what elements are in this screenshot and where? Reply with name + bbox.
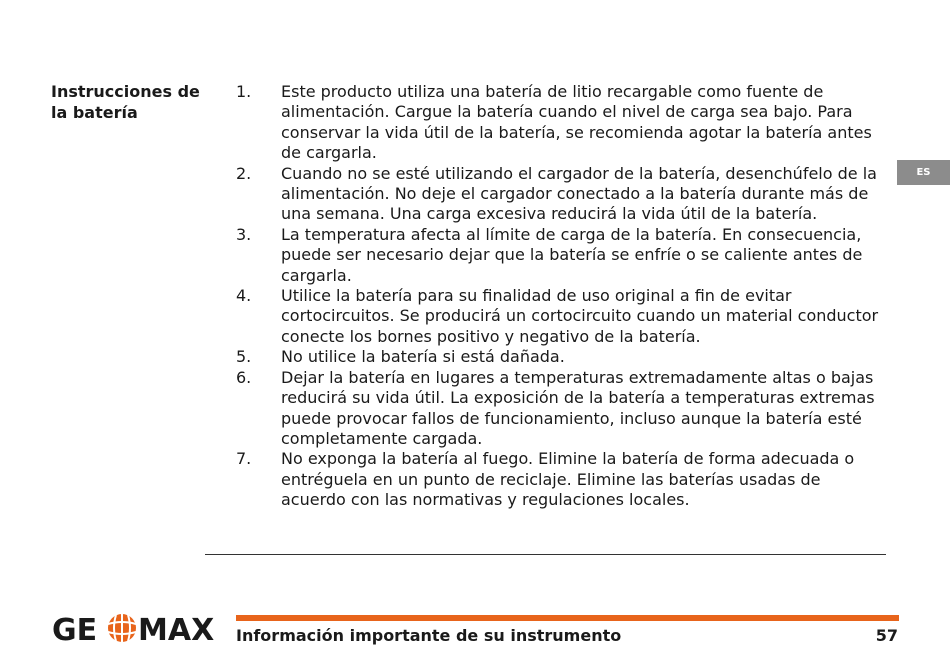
list-item-number: 7. <box>236 449 252 469</box>
list-item <box>236 164 886 225</box>
globe-icon <box>108 614 136 642</box>
list-item-number: 4. <box>236 286 252 306</box>
list-item <box>236 449 886 510</box>
list-item <box>236 368 886 450</box>
list-item-text: La temperatura afecta al límite de carga de la batería. En consecuencia, puede ser necesario dejar que la batería se enfríe o se caliente antes de cargarla. <box>281 224 863 285</box>
battery-instructions-list <box>236 82 886 511</box>
page-number: 57 <box>875 626 898 645</box>
list-item <box>236 225 886 286</box>
list-item-number: 1. <box>236 82 252 101</box>
section-heading-line1: Instrucciones de <box>51 82 200 101</box>
list-item-number: 6. <box>236 367 252 387</box>
list-item-text: No exponga la batería al fuego. Elimine la batería de forma adecuada o entréguela en un punto de reciclaje. Elimine las baterías usadas de acuerdo con las normativas y regulaciones locales. <box>281 449 855 510</box>
list-item-text: Dejar la batería en lugares a temperaturas extremadamente altas o bajas reducirá su vida útil. La exposición de la batería a temperaturas extremas puede provocar fallos de funcionamiento, incluso aunque la batería esté completamente cargada. <box>281 367 875 448</box>
list-item-text: Cuando no se esté utilizando el cargador de la batería, desenchúfelo de la alimentación. No deje el cargador conectado a la batería durante más de una semana. Una carga excesiva reducirá la vida útil de la batería. <box>281 163 877 224</box>
geomax-logo <box>52 612 218 644</box>
list-item <box>236 286 886 347</box>
logo-text-left: GE <box>52 613 98 644</box>
content-divider <box>205 554 886 555</box>
list-item-text: Utilice la batería para su finalidad de uso original a fin de evitar cortocircuitos. Se producirá un cortocircuito cuando un material conductor conecte los bornes positivo y negativo de la batería. <box>281 286 879 346</box>
footer-title: Información importante de su instrumento <box>236 626 622 645</box>
list-item-text: Este producto utiliza una batería de litio recargable como fuente de alimentación. Cargue la batería cuando el nivel de carga sea bajo. Para conservar la vida útil de la batería, se recomienda agotar la batería antes de cargarla. <box>281 82 872 163</box>
section-heading-line2: la batería <box>51 102 138 122</box>
list-item-text: No utilice la batería si está dañada. <box>281 347 565 367</box>
list-item-number: 5. <box>236 347 252 367</box>
footer-accent-bar <box>236 615 899 621</box>
section-heading <box>51 82 221 123</box>
language-tab[interactable]: ES <box>897 160 950 185</box>
logo-text-right: MAX <box>138 613 215 644</box>
list-item-number: 2. <box>236 163 252 183</box>
list-item <box>236 82 886 164</box>
list-item <box>236 347 886 367</box>
list-item-number: 3. <box>236 224 252 244</box>
